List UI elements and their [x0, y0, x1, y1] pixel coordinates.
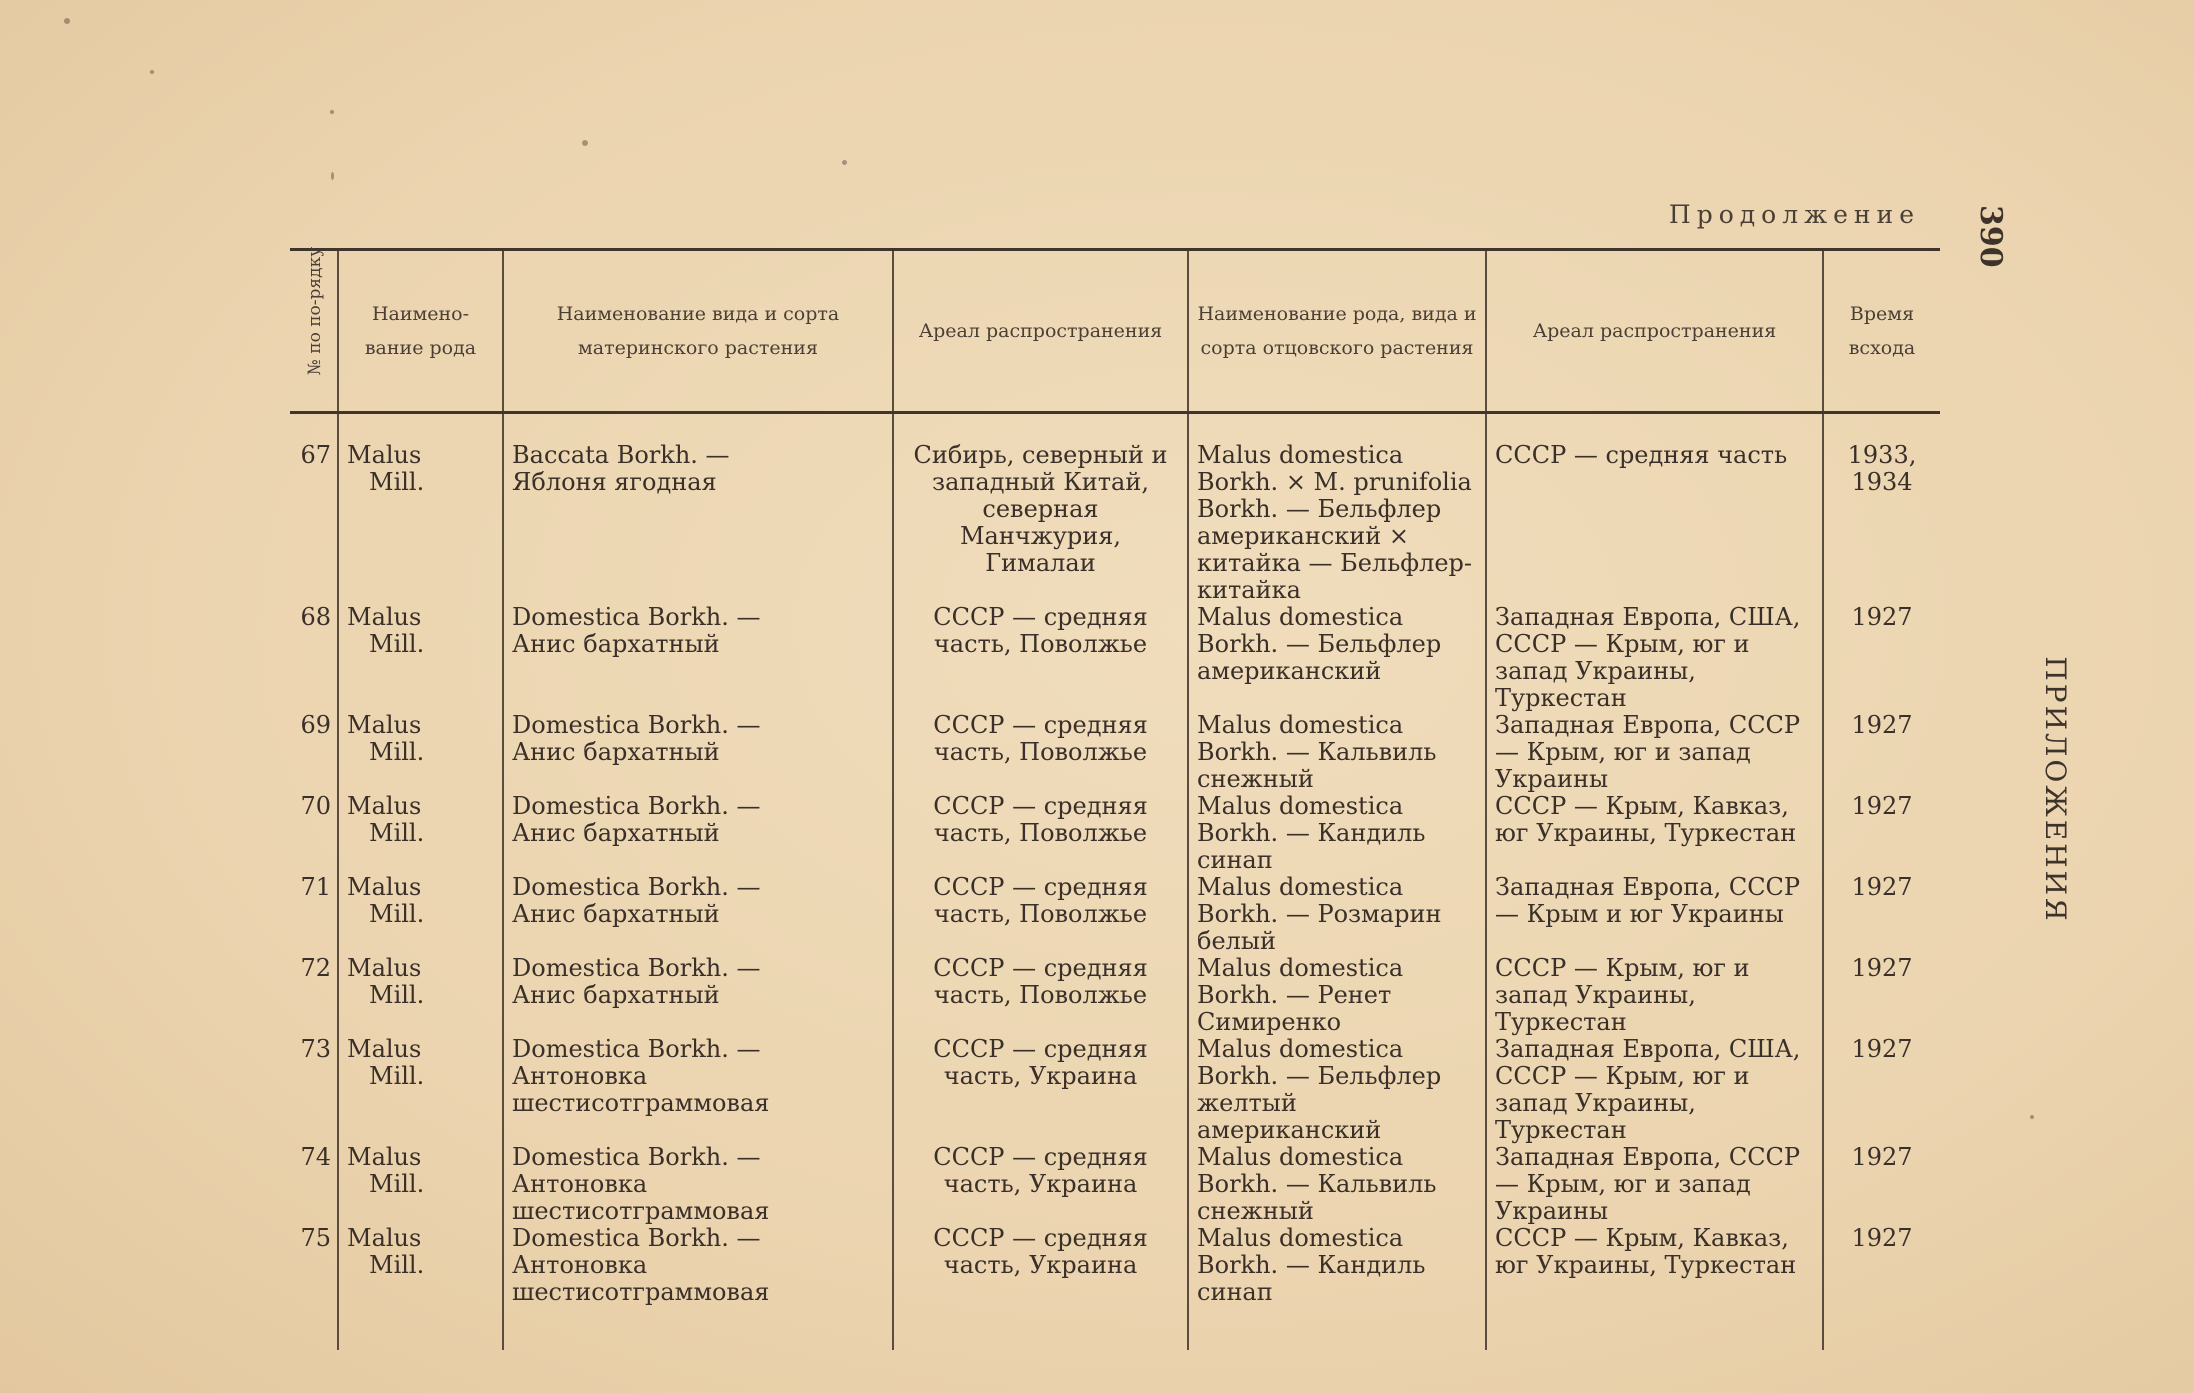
header-father-plant: Наименование рода, вида и сорта отцовского растения: [1188, 250, 1486, 413]
row-number: 67: [300, 441, 331, 469]
genus-cell: Malus Mill.: [338, 413, 503, 605]
table-row: [290, 874, 1940, 955]
genus-cell: Malus Mill.: [338, 604, 503, 712]
table-row: [290, 712, 1940, 793]
ink-speck: [842, 160, 847, 165]
father-cell: Malus domestica Borkh. — Ренет Симиренко: [1188, 955, 1486, 1036]
father-cell: Malus domestica Borkh. — Кандиль синап: [1188, 1225, 1486, 1350]
mother-cell: Domestica Borkh. — Анис бархатный: [503, 604, 893, 712]
father-cell: Malus domestica Borkh. × M. prunifolia Borkh. — Бельфлер американский × китайка — Бельфлер-китайка: [1188, 413, 1486, 605]
mother-area-cell: СССР — средняя часть, Поволжье: [893, 793, 1188, 874]
page-number: 390: [1973, 205, 2008, 268]
genus-cell: Malus Mill.: [338, 712, 503, 793]
ink-speck: [2030, 1115, 2034, 1119]
mother-area-cell: СССР — средняя часть, Украина: [893, 1144, 1188, 1225]
mother-cell: Domestica Borkh. — Анис бархатный: [503, 712, 893, 793]
mother-cell: Baccata Borkh. — Яблоня ягодная: [503, 413, 893, 605]
mother-area-cell: СССР — средняя часть, Поволжье: [893, 604, 1188, 712]
header-father-area: Ареал распространения: [1486, 250, 1823, 413]
genus-cell: Malus Mill.: [338, 1225, 503, 1350]
table-row: [290, 413, 1940, 605]
row-number: 69: [300, 711, 331, 739]
time-cell: 1927: [1823, 955, 1940, 1036]
ink-speck: [330, 110, 334, 114]
father-cell: Malus domestica Borkh. — Кальвиль снежный: [1188, 712, 1486, 793]
time-cell: 1927: [1823, 604, 1940, 712]
header-mother-area: Ареал распространения: [893, 250, 1188, 413]
father-area-cell: СССР — Крым, Кавказ, юг Украины, Туркестан: [1486, 1225, 1823, 1350]
genus-cell: Malus Mill.: [338, 1144, 503, 1225]
section-label: ПРИЛОЖЕНИЯ: [2039, 656, 2072, 924]
time-cell: 1927: [1823, 1036, 1940, 1144]
father-cell: Malus domestica Borkh. — Кальвиль снежный: [1188, 1144, 1486, 1225]
mother-cell: Domestica Borkh. — Антоновка шестисотграммовая: [503, 1144, 893, 1225]
table-row: [290, 955, 1940, 1036]
father-area-cell: Западная Европа, США, СССР — Крым, юг и запад Украины, Туркестан: [1486, 1036, 1823, 1144]
mother-area-cell: Сибирь, северный и западный Китай, северная Манчжурия, Гималаи: [893, 413, 1188, 605]
time-cell: 1927: [1823, 793, 1940, 874]
mother-area-cell: СССР — средняя часть, Украина: [893, 1225, 1188, 1350]
father-area-cell: Западная Европа, СССР — Крым, юг и запад Украины: [1486, 712, 1823, 793]
header-number: № по по-рядку: [290, 250, 338, 413]
mother-area-cell: СССР — средняя часть, Поволжье: [893, 874, 1188, 955]
genus-cell: Malus Mill.: [338, 793, 503, 874]
row-number: 75: [300, 1224, 331, 1252]
father-cell: Malus domestica Borkh. — Бельфлер американский: [1188, 604, 1486, 712]
row-number: 73: [300, 1035, 331, 1063]
genus-cell: Malus Mill.: [338, 955, 503, 1036]
ink-speck: [64, 18, 70, 24]
father-area-cell: СССР — Крым, юг и запад Украины, Туркестан: [1486, 955, 1823, 1036]
continuation-label: Продолжение: [1668, 200, 1920, 229]
mother-cell: Domestica Borkh. — Анис бархатный: [503, 793, 893, 874]
ink-speck: [331, 172, 334, 180]
mother-area-cell: СССР — средняя часть, Поволжье: [893, 712, 1188, 793]
genus-cell: Malus Mill.: [338, 874, 503, 955]
time-cell: 1927: [1823, 874, 1940, 955]
father-area-cell: Западная Европа, СССР — Крым и юг Украины: [1486, 874, 1823, 955]
father-area-cell: СССР — Крым, Кавказ, юг Украины, Туркестан: [1486, 793, 1823, 874]
row-number: 70: [300, 792, 331, 820]
header-genus: Наимено-вание рода: [338, 250, 503, 413]
table-header-row: [290, 250, 1940, 413]
table-row: [290, 1225, 1940, 1350]
mother-cell: Domestica Borkh. — Анис бархатный: [503, 874, 893, 955]
ink-speck: [582, 140, 588, 146]
appendix-table: [290, 248, 1940, 1350]
mother-cell: Domestica Borkh. — Антоновка шестисотграммовая: [503, 1036, 893, 1144]
father-area-cell: СССР — средняя часть: [1486, 413, 1823, 605]
time-cell: 1927: [1823, 1144, 1940, 1225]
table-row: [290, 1036, 1940, 1144]
row-number: 72: [300, 954, 331, 982]
time-cell: 1933, 1934: [1823, 413, 1940, 605]
father-cell: Malus domestica Borkh. — Розмарин белый: [1188, 874, 1486, 955]
father-cell: Malus domestica Borkh. — Кандиль синап: [1188, 793, 1486, 874]
mother-cell: Domestica Borkh. — Антоновка шестисотграммовая: [503, 1225, 893, 1350]
row-number: 68: [300, 603, 331, 631]
father-area-cell: Западная Европа, США, СССР — Крым, юг и запад Украины, Туркестан: [1486, 604, 1823, 712]
mother-area-cell: СССР — средняя часть, Поволжье: [893, 955, 1188, 1036]
ink-speck: [150, 70, 154, 74]
father-area-cell: Западная Европа, СССР — Крым, юг и запад Украины: [1486, 1144, 1823, 1225]
row-number: 71: [300, 873, 331, 901]
mother-cell: Domestica Borkh. — Анис бархатный: [503, 955, 893, 1036]
time-cell: 1927: [1823, 1225, 1940, 1350]
header-time: Время всхода: [1823, 250, 1940, 413]
father-cell: Malus domestica Borkh. — Бельфлер желтый американский: [1188, 1036, 1486, 1144]
time-cell: 1927: [1823, 712, 1940, 793]
row-number: 74: [300, 1143, 331, 1171]
table-row: [290, 1144, 1940, 1225]
genus-cell: Malus Mill.: [338, 1036, 503, 1144]
mother-area-cell: СССР — средняя часть, Украина: [893, 1036, 1188, 1144]
header-mother-plant: Наименование вида и сорта материнского растения: [503, 250, 893, 413]
table-row: [290, 604, 1940, 712]
table-row: [290, 793, 1940, 874]
